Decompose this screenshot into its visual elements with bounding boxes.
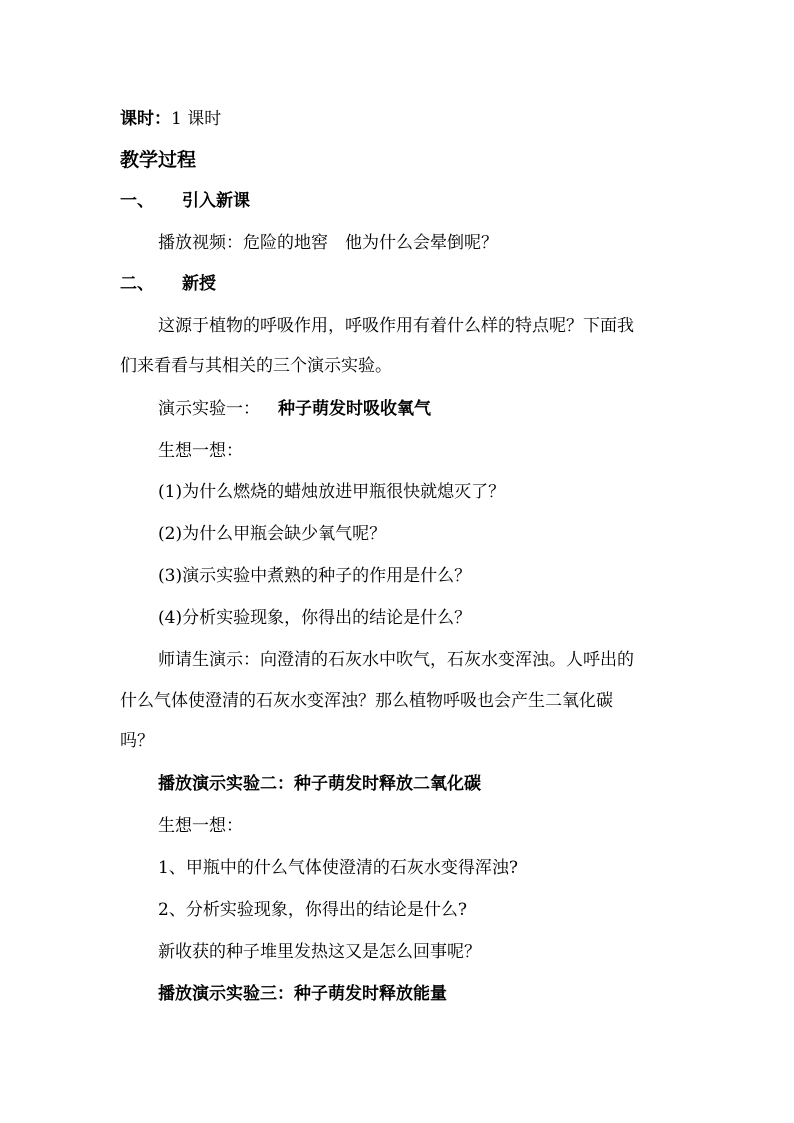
paragraph2-line3: 吗？	[120, 731, 154, 751]
think-prompt-2: 生想一想：	[158, 816, 243, 836]
section2-title: 新授	[182, 274, 216, 294]
experiment3-title: 播放演示实验三：种子萌发时释放能量	[158, 984, 447, 1004]
question-5: 1、甲瓶中的什么气体使澄清的石灰水变得浑浊?	[158, 858, 518, 878]
experiment1-title: 种子萌发时吸收氧气	[278, 399, 431, 419]
experiment2-title: 播放演示实验二：种子萌发时释放二氧化碳	[158, 774, 481, 794]
experiment1-label: 演示实验一：	[158, 399, 260, 419]
question-4: (4)分析实验现象，你得出的结论是什么？	[158, 608, 472, 628]
teaching-process-heading: 教学过程	[120, 149, 197, 171]
class-hours-line	[120, 108, 221, 130]
question-1: (1)为什么燃烧的蜡烛放进甲瓶很快就熄灭了？	[158, 482, 506, 502]
paragraph2-line1: 师请生演示：向澄清的石灰水中吹气，石灰水变浑浊。人呼出的	[158, 650, 634, 670]
paragraph2-line2: 什么气体使澄清的石灰水变浑浊？那么植物呼吸也会产生二氧化碳	[120, 691, 613, 711]
paragraph3: 新收获的种子堆里发热这又是怎么回事呢？	[158, 942, 481, 962]
question-3: (3)演示实验中煮熟的种子的作用是什么？	[158, 566, 472, 586]
paragraph1-line2: 们来看看与其相关的三个演示实验。	[120, 356, 392, 376]
section2-number: 二、	[120, 274, 154, 294]
class-hours-label: 课时：	[120, 109, 171, 129]
class-hours-value: 1 课时	[171, 109, 222, 129]
section1-title: 引入新课	[182, 191, 250, 211]
section1-heading	[120, 190, 250, 212]
paragraph1-line1: 这源于植物的呼吸作用，呼吸作用有着什么样的特点呢？下面我	[158, 316, 634, 336]
question-2: (2)为什么甲瓶会缺少氧气呢？	[158, 524, 387, 544]
section2-heading	[120, 273, 216, 295]
experiment1-line	[158, 398, 431, 420]
question-6: 2、分析实验现象，你得出的结论是什么?	[158, 900, 467, 920]
intro-text: 播放视频：危险的地窖 他为什么会晕倒呢？	[158, 233, 498, 253]
section1-number: 一、	[120, 191, 154, 211]
think-prompt-1: 生想一想：	[158, 441, 243, 461]
